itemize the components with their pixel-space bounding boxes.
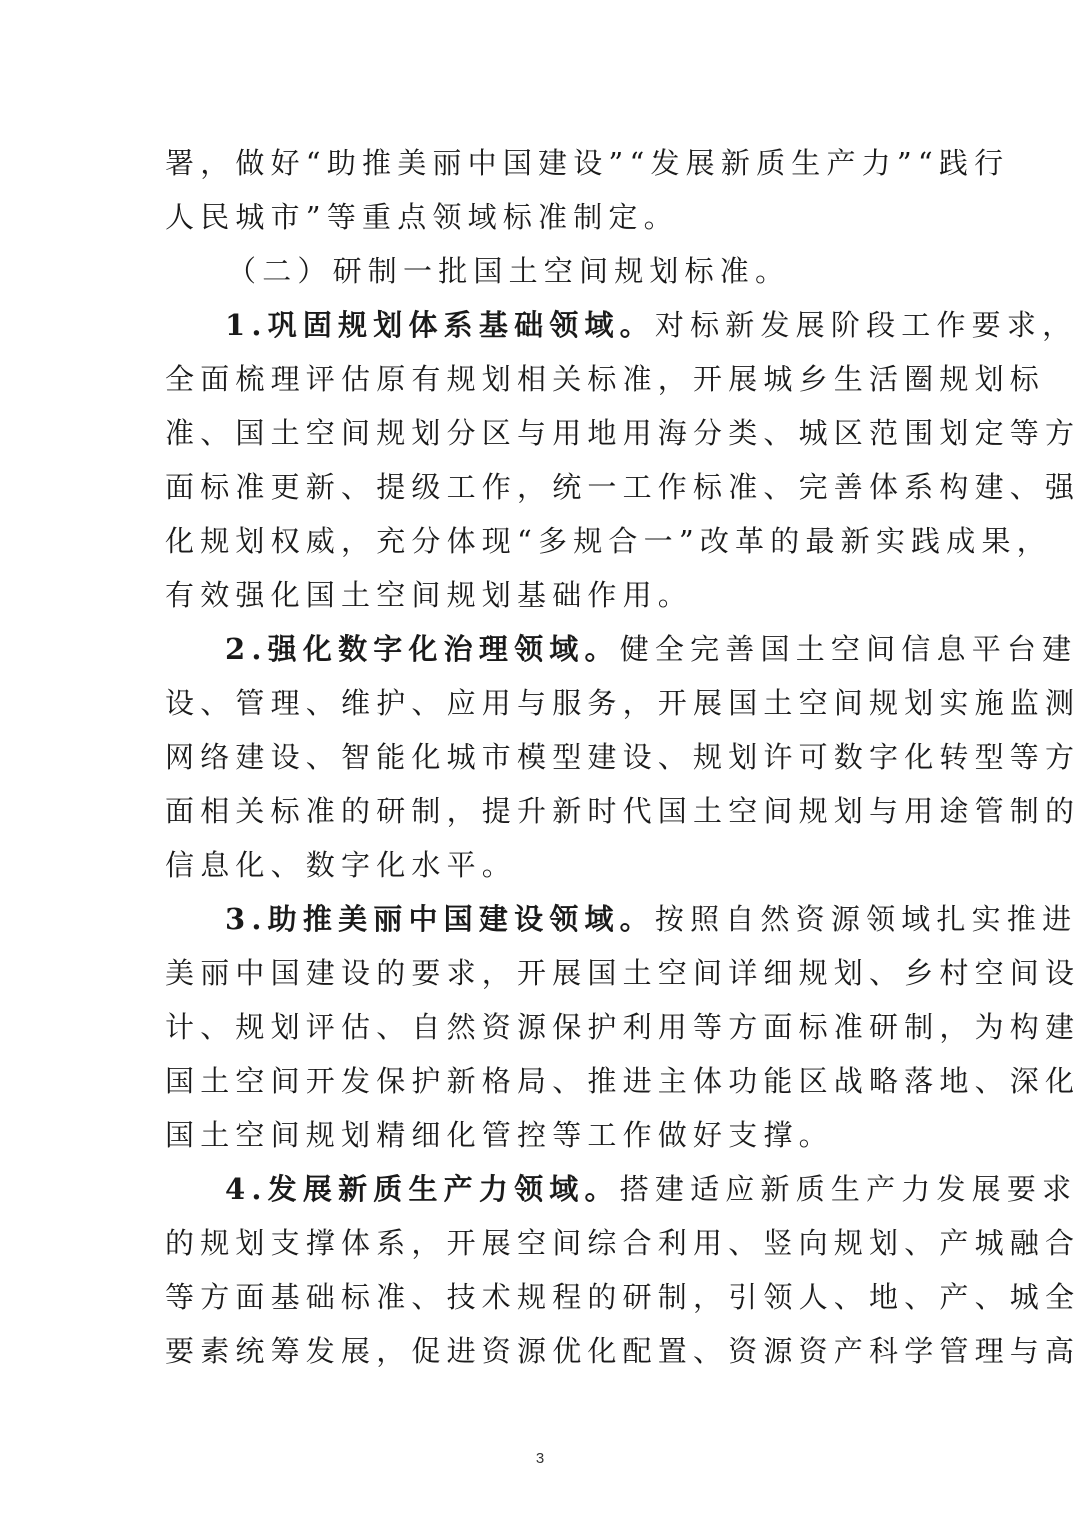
text-line: 有效强化国土空间规划基础作用。 bbox=[165, 578, 694, 612]
item-lead-rest: 搭建适应新质生产力发展要求 bbox=[619, 1172, 1078, 1206]
text-line: 等方面基础标准、技术规程的研制，引领人、地、产、城全 bbox=[165, 1280, 1080, 1314]
item-lead-rest: 健全完善国土空间信息平台建 bbox=[619, 632, 1078, 666]
text-line: 面标准更新、提级工作，统一工作标准、完善体系构建、强 bbox=[165, 470, 1080, 504]
text-line: 国土空间规划精细化管控等工作做好支撑。 bbox=[165, 1118, 834, 1152]
text-line: 全面梳理评估原有规划相关标准，开展城乡生活圈规划标 bbox=[165, 362, 1046, 396]
item-lead-rest: 按照自然资源领域扎实推进 bbox=[654, 902, 1078, 936]
paragraph-item-2 bbox=[165, 622, 1080, 892]
text-line: 计、规划评估、自然资源保护利用等方面标准研制，为构建 bbox=[165, 1010, 1080, 1044]
paragraph-continuation bbox=[165, 136, 1010, 244]
paragraph-first-line bbox=[165, 298, 1078, 352]
paragraph-first-line bbox=[165, 1162, 1078, 1216]
item-lead: 1.巩固规划体系基础领域。 bbox=[225, 308, 655, 342]
paragraph-first-line bbox=[165, 622, 1078, 676]
item-lead: 2.强化数字化治理领域。 bbox=[225, 632, 620, 666]
section-heading bbox=[165, 244, 915, 298]
text-line: 署，做好“助推美丽中国建设”“发展新质生产力”“践行 bbox=[165, 146, 1010, 180]
text-line: 网络建设、智能化城市模型建设、规划许可数字化转型等方 bbox=[165, 740, 1080, 774]
item-lead: 3.助推美丽中国建设领域。 bbox=[225, 902, 655, 936]
text-line: 美丽中国建设的要求，开展国土空间详细规划、乡村空间设 bbox=[165, 956, 1080, 990]
paragraph-first-line bbox=[165, 892, 1078, 946]
text-line: 国土空间开发保护新格局、推进主体功能区战略落地、深化 bbox=[165, 1064, 1080, 1098]
text-line: 面相关标准的研制，提升新时代国土空间规划与用途管制的 bbox=[165, 794, 1080, 828]
text-line: 信息化、数字化水平。 bbox=[165, 848, 518, 882]
text-line: 要素统筹发展，促进资源优化配置、资源资产科学管理与高 bbox=[165, 1334, 1080, 1368]
text-line: 的规划支撑体系，开展空间综合利用、竖向规划、产城融合 bbox=[165, 1226, 1080, 1260]
item-lead-rest: 对标新发展阶段工作要求， bbox=[654, 308, 1078, 342]
section-heading-text: （二）研制一批国土空间规划标准。 bbox=[227, 254, 791, 288]
item-lead: 4.发展新质生产力领域。 bbox=[225, 1172, 620, 1206]
text-line: 准、国土空间规划分区与用地用海分类、城区范围划定等方 bbox=[165, 416, 1080, 450]
page-number: 3 bbox=[535, 1450, 545, 1467]
text-line: 设、管理、维护、应用与服务，开展国土空间规划实施监测 bbox=[165, 686, 1080, 720]
paragraph-item-1 bbox=[165, 298, 1080, 622]
paragraph-item-4 bbox=[165, 1162, 1080, 1378]
text-line: 化规划权威，充分体现“多规合一”改革的最新实践成果， bbox=[165, 524, 1052, 558]
text-line: 人民城市”等重点领域标准制定。 bbox=[165, 200, 679, 234]
paragraph-item-3 bbox=[165, 892, 1080, 1162]
document-body bbox=[165, 136, 1080, 1378]
